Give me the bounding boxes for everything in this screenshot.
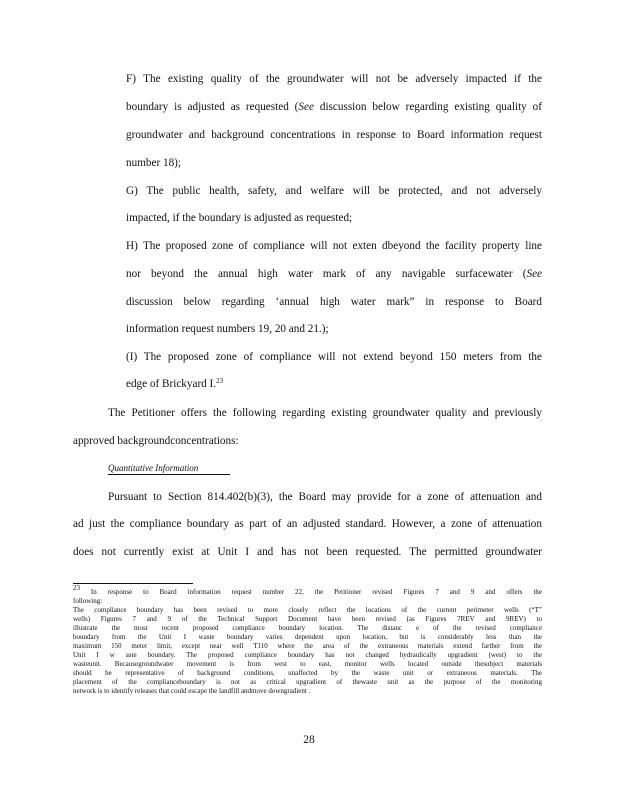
text-line: The Petitioner offers the following regarding existing groundwater quality and previously	[108, 407, 542, 419]
text-line: H) The proposed zone of compliance will not exten dbeyond the facility property line	[126, 240, 542, 252]
text-line: discussion below regarding ‘annual high water mark” in response to Board	[126, 296, 542, 308]
footnote-line: Unit I w aste boundary. The proposed compliance boundary has not changed hydraulically upgradient (west) to the	[73, 651, 542, 659]
see-citation: See	[298, 101, 314, 113]
text-line: (I) The proposed zone of compliance will not extend beyond 150 meters from the	[126, 351, 542, 363]
footnote-line: maximum 150 meter limit, except near well T110 where the area of the extraneous materials extend farther from the	[73, 642, 542, 650]
footnote-line: illustrate the most recent proposed compliance boundary location. The distanc e of the revised compliance	[73, 624, 542, 632]
footnote-line: $^{23}$ In response to Board information request number 22, the Petitioner revised Figures 7 and 9 and offers the	[73, 584, 542, 596]
text-line: does not currently exist at Unit I and has not been requested. The permitted groundwater	[73, 546, 542, 558]
footnote-line: wasteunit. Becausegroundwater movement is from west to east, monitor wells located outside thesubject materials	[73, 660, 542, 668]
text-line: edge of Brickyard I.$^{23}$	[126, 377, 224, 390]
text-line: nor beyond the annual high water mark of any navigable surfacewater (See	[126, 268, 542, 280]
page-number: 28	[303, 734, 315, 746]
see-citation: See	[526, 268, 542, 280]
footnote-marker: 23	[73, 584, 80, 592]
footnote-line: wells) Figures 7 and 9 of the Technical Support Document have been revised (as Figures 7REV and 9REV) to	[73, 615, 542, 623]
section-heading: Quantitative Information	[108, 462, 230, 475]
text-line: Pursuant to Section 814.402(b)(3), the Board may provide for a zone of attenuation and	[108, 491, 542, 503]
text-line: F) The existing quality of the groundwater will not be adversely impacted if the	[126, 73, 542, 85]
text-line: groundwater and background concentrations in response to Board information request	[126, 129, 542, 141]
text-line: impacted, if the boundary is adjusted as requested;	[126, 212, 353, 224]
footnote-line: network is to identify releases that could escape the landfill andmove downgradient .	[73, 687, 311, 695]
footnote-reference[interactable]: 23	[216, 377, 224, 385]
text-line: information request numbers 19, 20 and 21.);	[126, 323, 329, 335]
footnote-line: following:	[73, 597, 103, 605]
text-line: approved backgroundconcentrations:	[73, 435, 239, 447]
text-line: number 18);	[126, 157, 181, 169]
footnote-line: boundary from the Unit I waste boundary varies dependent upon location, but is considerably less than the	[73, 633, 542, 641]
text-line: G) The public health, safety, and welfare will be protected, and not adversely	[126, 185, 542, 197]
footnote-line: placement of the complianceboundary is not as critical upgradient of thewaste unit as the purpose of the monitoring	[73, 678, 542, 686]
footnote-line: should be representative of background conditions, unaffected by the waste unit or extraneous materials. The	[73, 669, 542, 677]
footnote-divider	[73, 583, 193, 584]
text-line: boundary is adjusted as requested (See discussion below regarding existing quality of	[126, 101, 542, 113]
footnote-line: The compliance boundary has been revised to more closely reflect the locations of the current perimeter wells (“T”	[73, 606, 542, 614]
text-line: ad just the compliance boundary as part of an adjusted standard. However, a zone of attenuation	[73, 518, 542, 530]
